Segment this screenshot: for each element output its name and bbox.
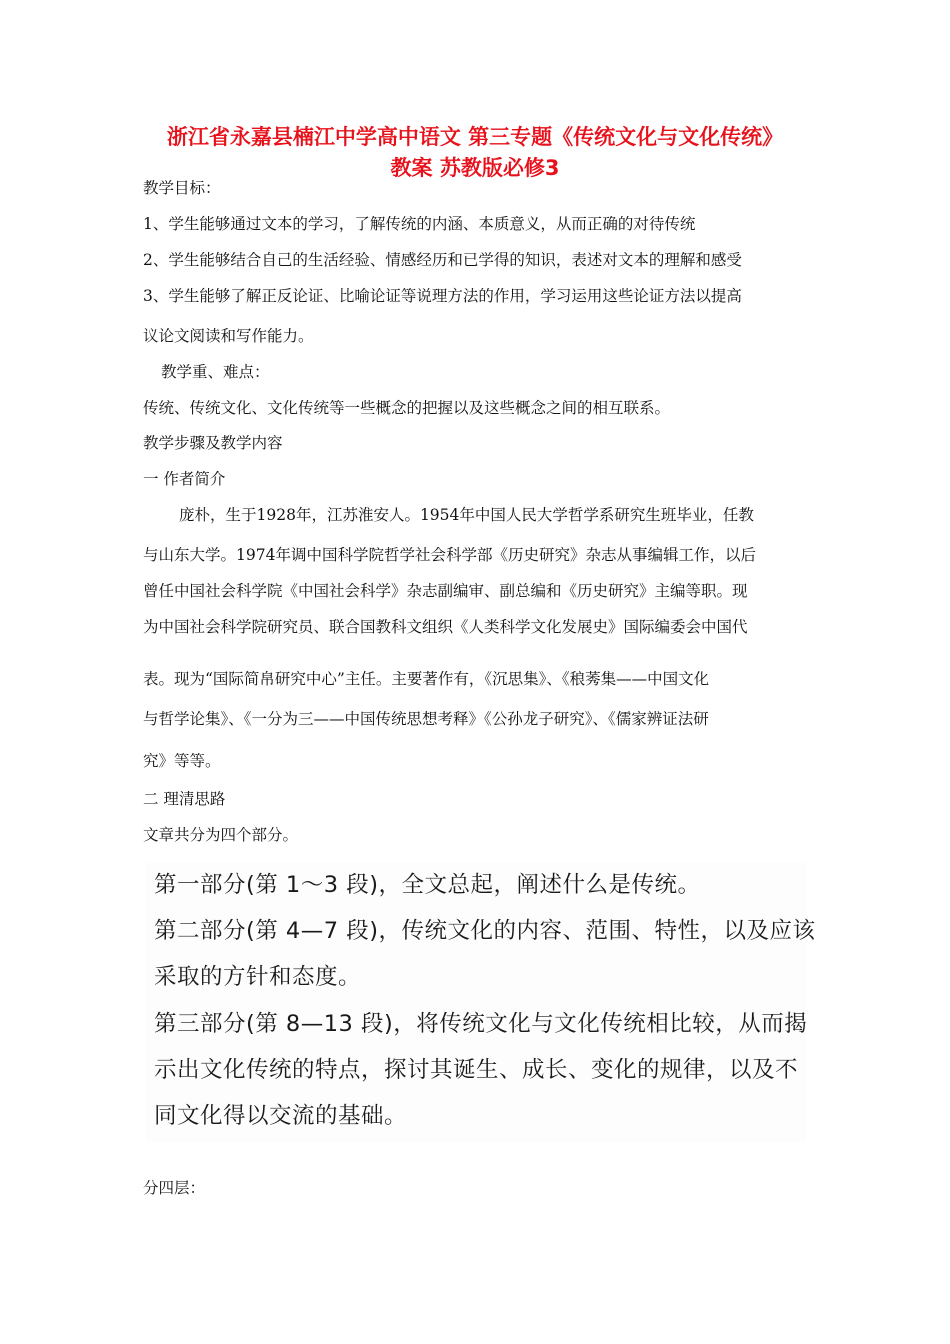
section-1-heading: 一 作者简介: [143, 470, 226, 488]
author-bio-line: 与山东大学。1974年调中国科学院哲学社会科学部《历史研究》杂志从事编辑工作，以后: [143, 546, 756, 564]
author-bio-line: 曾任中国社会科学院《中国社会科学》杂志副编审、副总编和《历史研究》主编等职。现: [143, 582, 748, 600]
structure-line: 同文化得以交流的基础。: [154, 1103, 408, 1129]
key-points-text: 传统、传统文化、文化传统等一些概念的把握以及这些概念之间的相互联系。: [143, 399, 671, 417]
structure-image: [146, 862, 816, 1142]
objective-item-continued: 议论文阅读和写作能力。: [143, 327, 314, 345]
objective-item: 2、学生能够结合自己的生活经验、情感经历和已学得的知识，表述对文本的理解和感受: [143, 251, 742, 269]
objective-item: 1、学生能够通过文本的学习，了解传统的内涵、本质意义，从而正确的对待传统: [143, 215, 696, 233]
author-bio-line: 庞朴，生于1928年，江苏淮安人。1954年中国人民大学哲学系研究生班毕业，任教: [179, 506, 754, 524]
objective-item: 3、学生能够了解正反论证、比喻论证等说理方法的作用，学习运用这些论证方法以提高: [143, 287, 742, 305]
structure-line: 第二部分(第 4—7 段)，传统文化的内容、范围、特性，以及应该: [154, 918, 816, 944]
steps-heading: 教学步骤及教学内容: [143, 434, 283, 452]
objectives-heading: 教学目标：: [143, 179, 221, 197]
section-2-intro: 文章共分为四个部分。: [143, 826, 299, 844]
structure-line: 示出文化传统的特点，探讨其诞生、成长、变化的规律，以及不: [154, 1057, 799, 1083]
structure-line: 第三部分(第 8—13 段)，将传统文化与文化传统相比较，从而揭: [154, 1011, 808, 1037]
author-bio-line: 为中国社会科学院研究员、联合国教科文组织《人类科学文化发展史》国际编委会中国代: [143, 618, 748, 636]
document-title-line-2: 教案 苏教版必修3: [390, 156, 560, 180]
structure-line: 采取的方针和态度。: [154, 964, 362, 990]
layers-heading: 分四层：: [143, 1179, 206, 1197]
structure-line: 第一部分(第 1～3 段)，全文总起，阐述什么是传统。: [154, 872, 701, 898]
author-bio-line: 表。现为“国际简帛研究中心”主任。主要著作有，《沉思集》、《稂莠集——中国文化: [143, 670, 710, 688]
author-bio-line: 究》等等。: [143, 752, 221, 770]
author-bio-line: 与哲学论集》、《一分为三——中国传统思想考释》《公孙龙子研究》、《儒家辨证法研: [143, 710, 709, 728]
document-title-line-1: 浙江省永嘉县楠江中学高中语文 第三专题《传统文化与文化传统》: [166, 125, 784, 149]
section-2-heading: 二 理清思路: [143, 790, 226, 808]
key-points-heading: 教学重、难点：: [161, 363, 270, 381]
